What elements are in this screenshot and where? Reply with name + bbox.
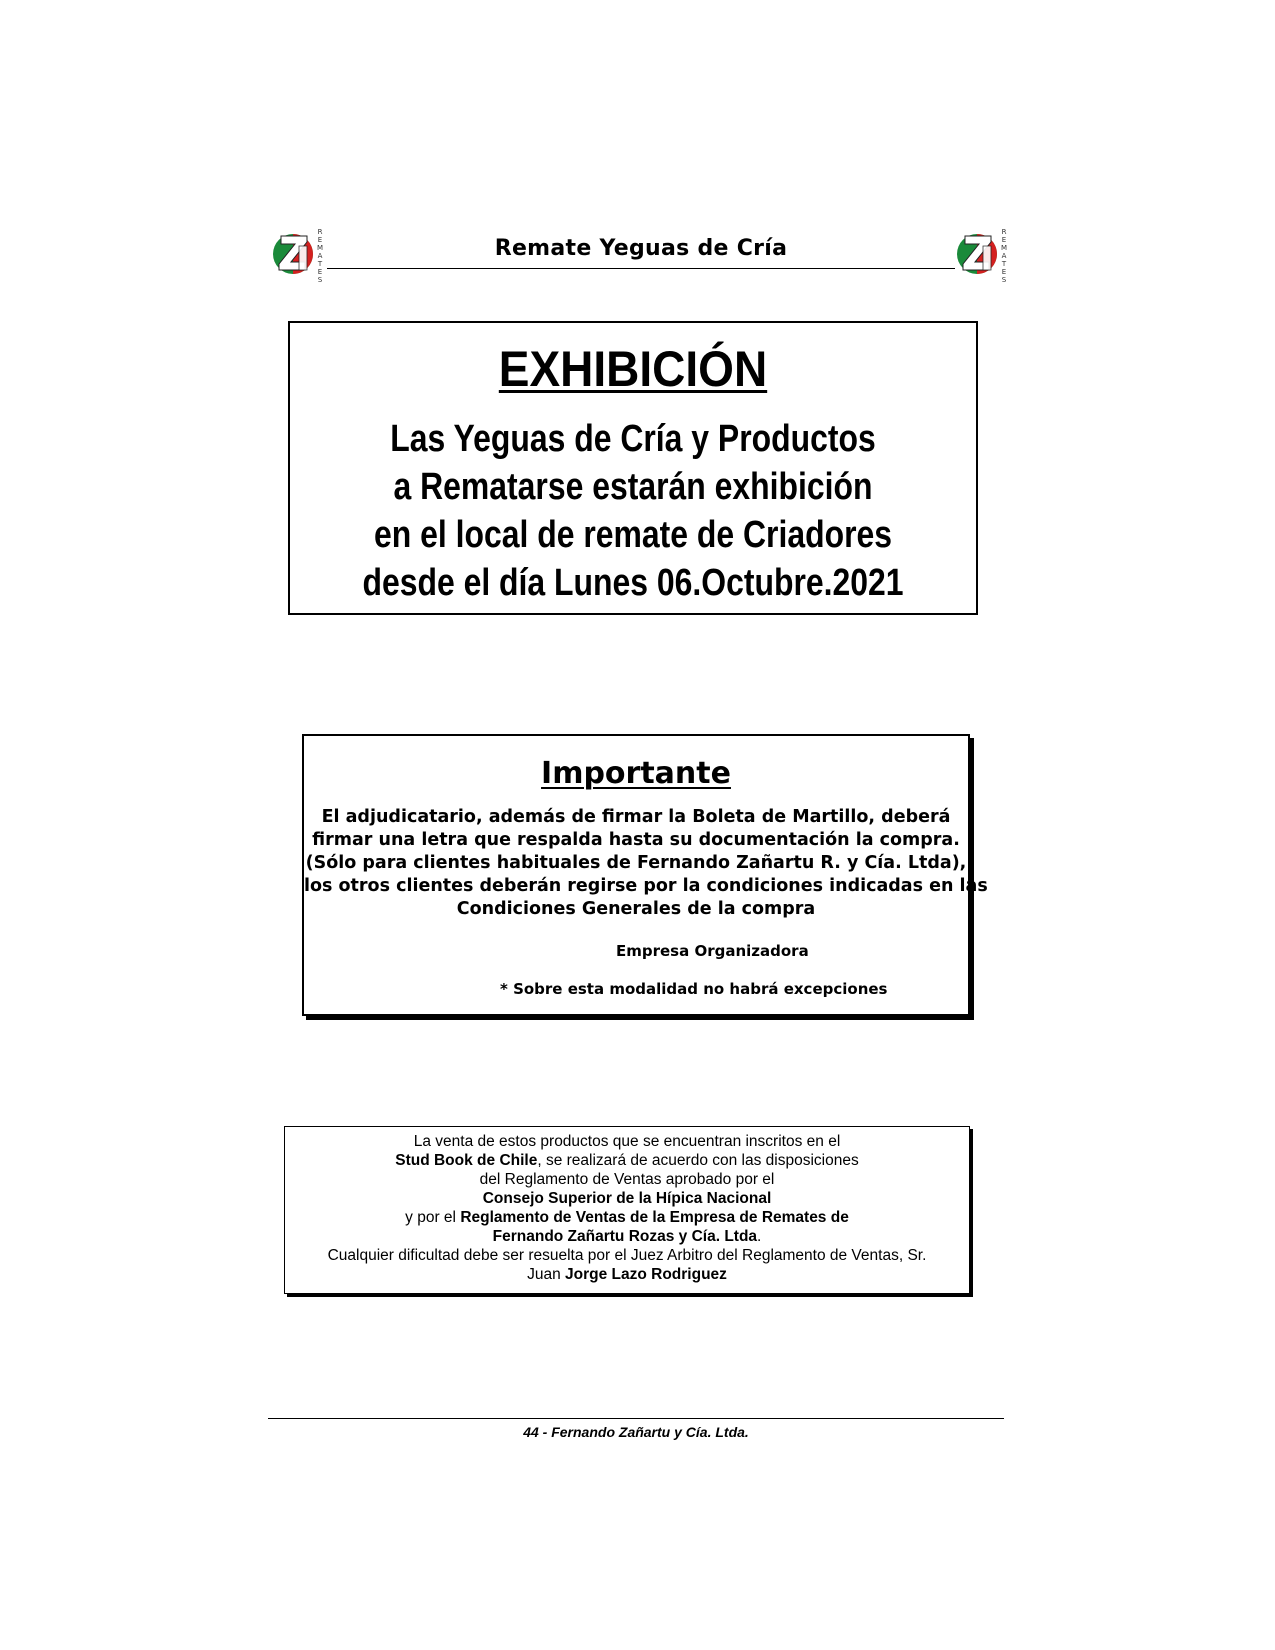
footer-rule — [268, 1418, 1004, 1419]
legal-line: La venta de estos productos que se encuentran inscritos en el — [413, 1133, 841, 1150]
company-logo-left — [271, 226, 324, 284]
important-text — [304, 806, 988, 921]
logo-word: R E M A T E S — [316, 228, 324, 284]
page-footer: 44 - Fernando Zañartu y Cía. Ltda. — [523, 1424, 749, 1440]
legal-line: Cualquier dificultad debe ser resuelta por el Juez Arbitro del Reglamento de Ventas, Sr. — [327, 1247, 927, 1264]
exhibition-line: en el local de remate de Criadores — [373, 514, 893, 556]
important-line: (Sólo para clientes habituales de Fernando Zañartu R. y Cía. Ltda), — [305, 853, 967, 873]
important-title: Importante — [541, 756, 731, 791]
zr-logo-icon — [271, 226, 315, 278]
exhibition-line: Las Yeguas de Cría y Productos — [390, 418, 876, 460]
organizer-label: Empresa Organizadora — [616, 942, 809, 960]
company-name: Fernando Zañartu Rozas y Cía. Ltda — [492, 1228, 758, 1245]
arbiter-name: Jorge Lazo Rodriguez — [565, 1266, 727, 1283]
company-logo-right — [955, 226, 1008, 284]
stud-book-name: Stud Book de Chile — [395, 1152, 538, 1169]
zr-logo-icon — [955, 226, 999, 278]
legal-line: Juan Jorge Lazo Rodriguez — [527, 1266, 727, 1283]
council-name: Consejo Superior de la Hípica Nacional — [482, 1190, 772, 1207]
legal-line — [285, 1189, 969, 1208]
page-header — [271, 226, 1008, 284]
legal-line: y por el Reglamento de Ventas de la Empresa de Remates de — [405, 1209, 849, 1226]
important-line: firmar una letra que respalda hasta su documentación la compra. — [312, 830, 960, 850]
important-line: Condiciones Generales de la compra — [456, 899, 816, 919]
logo-word: R E M A T E S — [1000, 228, 1008, 284]
legal-line: Fernando Zañartu Rozas y Cía. Ltda. — [492, 1228, 762, 1245]
page-title: Remate Yeguas de Cría — [494, 236, 788, 261]
legal-line: Stud Book de Chile, se realizará de acuerdo con las disposiciones — [395, 1152, 859, 1169]
exhibition-text — [345, 415, 921, 607]
exhibition-notice-box — [288, 321, 978, 615]
important-line: los otros clientes deberán regirse por la condiciones indicadas en las — [304, 876, 988, 896]
exceptions-note: * Sobre esta modalidad no habrá excepciones — [500, 980, 888, 998]
important-notice-box — [302, 734, 988, 1016]
legal-notice-box — [284, 1126, 970, 1294]
exhibition-title: EXHIBICIÓN — [498, 341, 768, 397]
legal-line: del Reglamento de Ventas aprobado por el — [479, 1171, 775, 1188]
exhibition-line: desde el día Lunes 06.Octubre.2021 — [362, 562, 904, 604]
regulation-name: Reglamento de Ventas de la Empresa de Remates de — [460, 1209, 849, 1226]
important-line: El adjudicatario, además de firmar la Boleta de Martillo, deberá — [321, 807, 951, 827]
header-rule — [327, 268, 955, 269]
exhibition-line: a Rematarse estarán exhibición — [393, 466, 873, 508]
